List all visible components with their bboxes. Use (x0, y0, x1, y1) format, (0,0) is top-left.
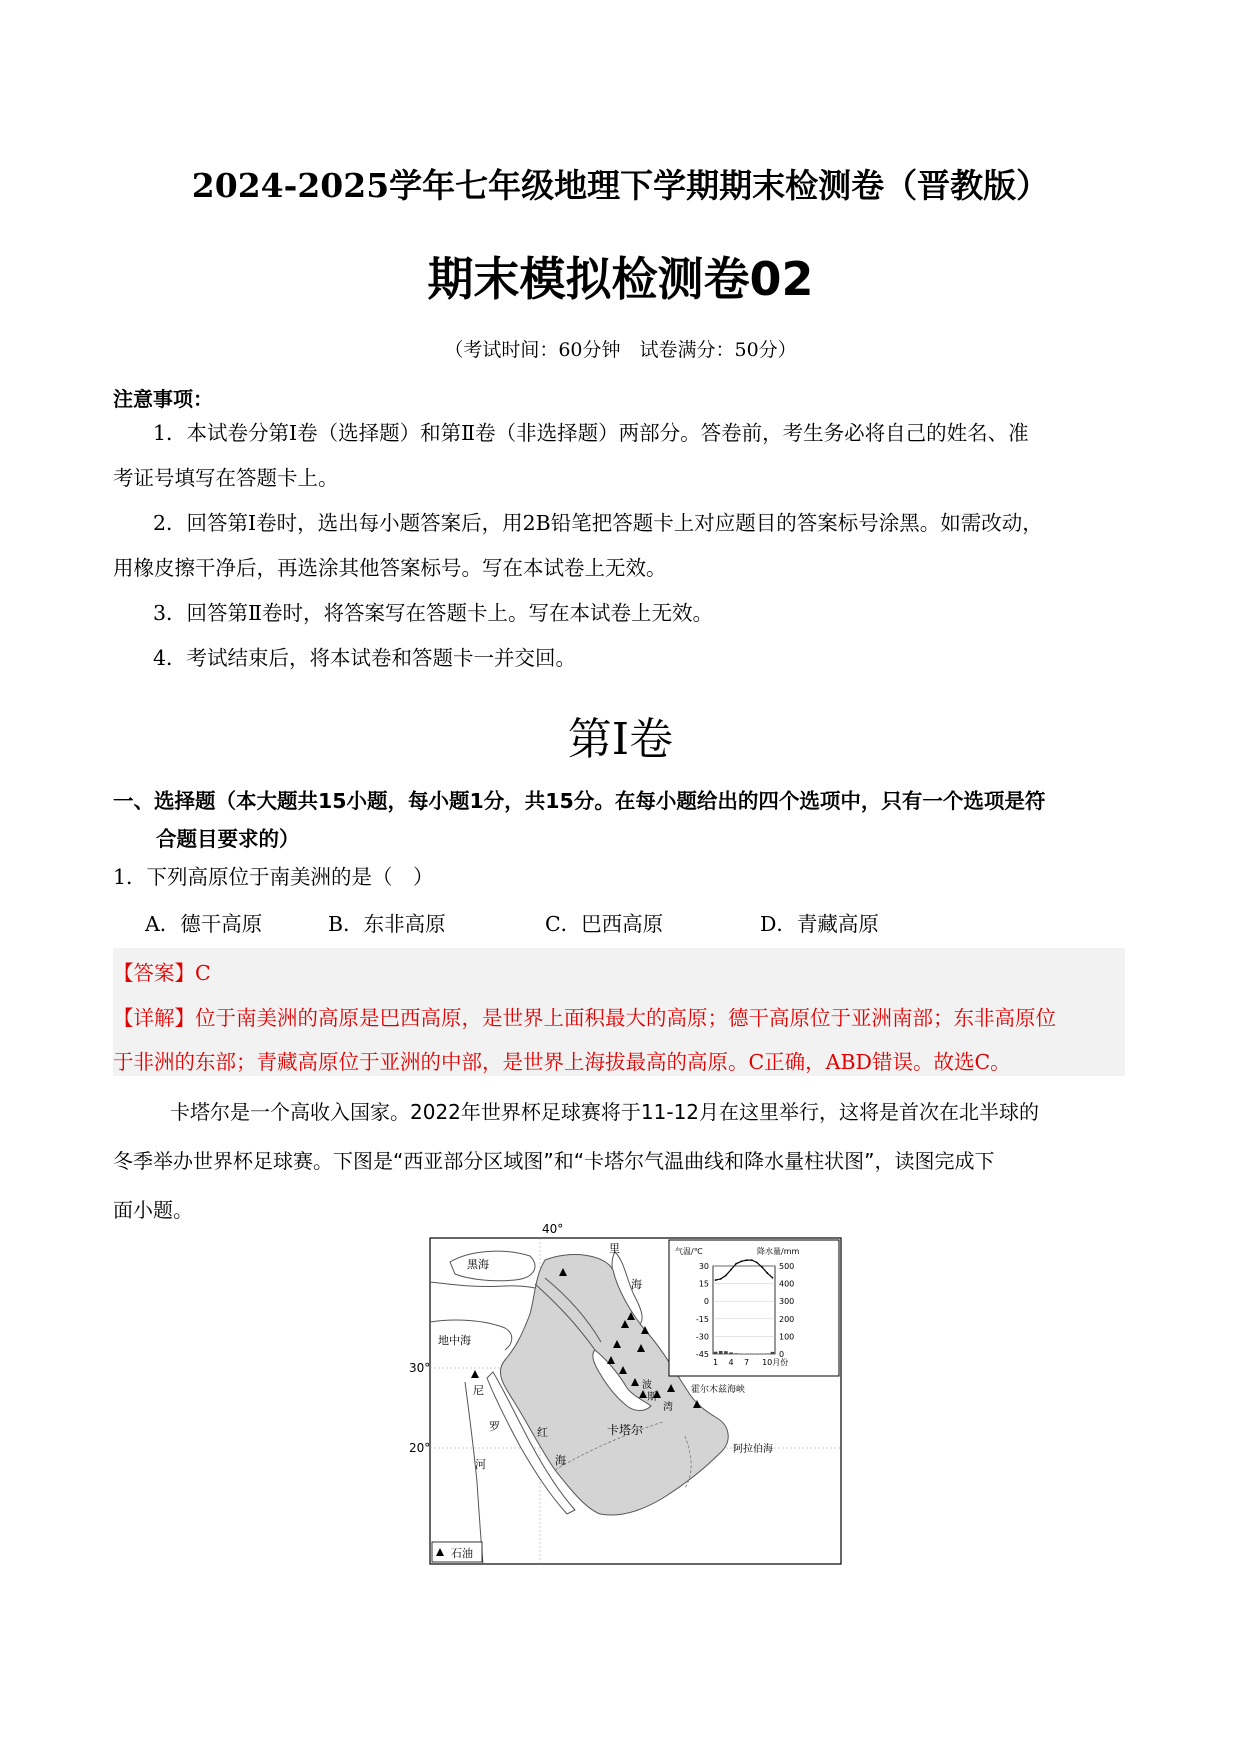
temp-tick-label: 0 (703, 1297, 709, 1307)
precip-bar (714, 1352, 718, 1354)
temperature-point (772, 1277, 774, 1279)
precip-bar (745, 1354, 749, 1355)
precip-bar (740, 1354, 744, 1355)
precip-bar (771, 1352, 775, 1354)
precip-tick-label: 400 (779, 1279, 795, 1289)
question-stem: 1．下列高原位于南美洲的是（ ） (113, 865, 434, 889)
temperature-point (741, 1260, 743, 1262)
temp-axis-label: 气温/℃ (675, 1247, 703, 1256)
exam-subtitle: 期末模拟检测卷02 (427, 252, 814, 306)
precip-bar (755, 1354, 759, 1355)
temperature-point (746, 1259, 748, 1261)
explanation-line: 【详解】位于南美洲的高原是巴西高原，是世界上面积最大的高原；德干高原位于亚洲南部；东非高原位 (113, 1006, 1056, 1030)
temperature-point (730, 1269, 732, 1271)
temperature-point (715, 1279, 717, 1281)
label-mediterranean: 地中海 (438, 1334, 471, 1347)
temperature-point (735, 1263, 737, 1265)
month-tick-label: 7 (744, 1358, 750, 1367)
label-arabian-sea: 阿拉伯海 (733, 1444, 773, 1455)
precip-bar (729, 1352, 733, 1354)
label-nile-3: 河 (475, 1458, 486, 1471)
label-gulf-2: 斯 (647, 1392, 657, 1403)
part-heading-line: 合题目要求的） (156, 827, 300, 851)
climate-chart (669, 1240, 839, 1376)
notice-heading: 注意事项： (113, 387, 213, 411)
precip-bar (724, 1351, 728, 1354)
precip-bar (719, 1351, 723, 1354)
label-black-sea: 黑海 (467, 1258, 489, 1271)
notice-item: 2．回答第Ⅰ卷时，选出每小题答案后，用2B铅笔把答题卡上对应题目的答案标号涂黑。如需改动， (153, 511, 1043, 535)
precip-tick-label: 200 (779, 1314, 795, 1324)
option-d: D．青藏高原 (760, 912, 879, 936)
section-title: 第Ⅰ卷 (567, 714, 674, 765)
temperature-point (720, 1278, 722, 1280)
month-tick-label: 10月份 (762, 1358, 789, 1367)
precip-bar (750, 1354, 754, 1355)
exam-info: （考试时间：60分钟 试卷满分：50分） (444, 339, 797, 361)
temperature-point (756, 1262, 758, 1264)
temp-tick-label: 30 (698, 1262, 709, 1271)
passage-line: 面小题。 (113, 1198, 193, 1222)
precip-bar (760, 1354, 764, 1355)
label-gulf-1: 波 (642, 1380, 652, 1391)
precip-tick-label: 500 (779, 1262, 795, 1271)
option-b: B．东非高原 (328, 912, 446, 936)
temperature-point (751, 1259, 753, 1261)
exam-title: 2024-2025学年七年级地理下学期期末检测卷（晋教版） (191, 166, 1050, 205)
precip-bar (765, 1353, 769, 1354)
answer-text: 【答案】C (113, 961, 211, 985)
part-heading-line: 一、选择题（本大题共15小题，每小题1分，共15分。在每小题给出的四个选项中，只有一个选项是符 (113, 789, 1046, 813)
notice-item: 3．回答第Ⅱ卷时，将答案写在答题卡上。写在本试卷上无效。 (153, 601, 713, 625)
explanation-line: 于非洲的东部；青藏高原位于亚洲的中部，是世界上海拔最高的高原。C正确，ABD错误。故选C。 (113, 1050, 1011, 1074)
option-a: A．德干高原 (145, 912, 263, 936)
month-tick-label: 1 (713, 1358, 719, 1367)
reading-passage (113, 1088, 1123, 1235)
temp-tick-label: 15 (698, 1279, 709, 1289)
option-c: C．巴西高原 (545, 912, 664, 936)
label-lat-30: 30° (409, 1361, 431, 1375)
temperature-point (761, 1266, 763, 1268)
notice-item: 考证号填写在答题卡上。 (113, 466, 339, 490)
temp-tick-label: -30 (695, 1332, 709, 1342)
label-nile-2: 罗 (489, 1420, 500, 1433)
label-caspian-1: 里 (609, 1242, 620, 1255)
legend-oil-label: 石油 (451, 1547, 473, 1560)
notice-list (113, 411, 1123, 681)
precip-bar (734, 1353, 738, 1354)
label-red-sea-1: 红 (537, 1426, 548, 1439)
precip-tick-label: 0 (779, 1350, 785, 1359)
notice-item: 用橡皮擦干净后，再选涂其他答案标号。写在本试卷上无效。 (113, 556, 667, 580)
label-qatar: 卡塔尔 (607, 1423, 644, 1437)
passage-line: 冬季举办世界杯足球赛。下图是“西亚部分区域图”和“卡塔尔气温曲线和降水量柱状图”，读图完成下 (113, 1149, 995, 1173)
precip-axis-label: 降水量/mm (757, 1247, 800, 1256)
west-asia-map (395, 1222, 845, 1567)
label-red-sea-2: 海 (555, 1454, 566, 1467)
passage-line: 卡塔尔是一个高收入国家。2022年世界杯足球赛将于11-12月在这里举行，这将是首次在北半球的 (170, 1100, 1040, 1124)
temp-tick-label: -45 (695, 1350, 709, 1359)
month-tick-label: 4 (728, 1358, 734, 1367)
label-gulf-3: 湾 (663, 1402, 673, 1413)
temperature-point (766, 1272, 768, 1274)
label-lat-20: 20° (409, 1441, 431, 1455)
notice-item: 4．考试结束后，将本试卷和答题卡一并交回。 (153, 646, 577, 670)
notice-item: 1．本试卷分第Ⅰ卷（选择题）和第Ⅱ卷（非选择题）两部分。答卷前，考生务必将自己的姓名、准 (153, 421, 1029, 445)
temp-tick-label: -15 (695, 1314, 709, 1324)
part-heading (113, 782, 1123, 858)
map-svg (395, 1222, 845, 1567)
label-caspian-2: 海 (631, 1278, 642, 1291)
precip-tick-label: 100 (779, 1332, 795, 1342)
label-hormuz: 霍尔木兹海峡 (691, 1385, 746, 1395)
climate-chart-frame (669, 1240, 839, 1376)
temperature-point (725, 1274, 727, 1276)
precip-tick-label: 300 (779, 1297, 795, 1307)
lon-40-label: 40° (542, 1222, 564, 1236)
label-nile-1: 尼 (473, 1384, 484, 1397)
